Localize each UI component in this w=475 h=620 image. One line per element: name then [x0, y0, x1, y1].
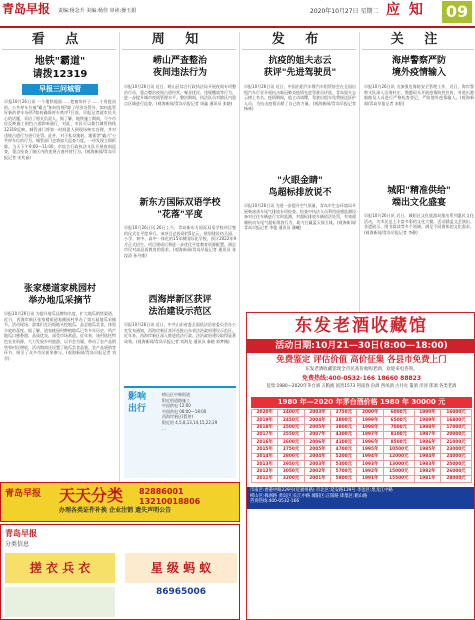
article-title: 城阳"精准供给" — [387, 186, 451, 196]
price-cell: 16000元 — [441, 410, 472, 417]
ad-block-placeholder — [5, 587, 115, 617]
ad-slogan: 免费鉴定 评估价值 高价征集 各县市免费上门 — [276, 355, 447, 365]
price-cell: 2006年 — [304, 439, 330, 446]
article-body: 早报10月26日讯 26日上午，青岛新东方国际双语学校项目签约仪式在平度举行。该项目总投资约5亿元，规划建设幼儿园、小学、初中、高中一体化的15年制国际化学校，预计2022年9月正式招生。项目建成后将进一步优化平度教育资源配置，满足市民对高品质教育的需求。(观海新闻/青岛早报记者 通讯员 张纹清 孙丹维) — [124, 225, 236, 258]
notice-title: 影响 — [128, 392, 147, 402]
price-cell: 21000元 — [441, 439, 472, 446]
price-cell: 1988年 — [414, 424, 440, 431]
price-cell: 1996年 — [357, 439, 383, 446]
price-cell: 24000元 — [441, 453, 472, 460]
price-cell: 5700元 — [331, 468, 357, 475]
price-cell: 5200元 — [331, 453, 357, 460]
column-header-kandian: 看 点 — [2, 30, 116, 50]
classified-phone: 82886001 13210018806 — [139, 487, 201, 506]
price-cell: 4300元 — [331, 431, 357, 438]
notice-item: 崂山区中韩街道 — [162, 392, 190, 397]
price-cell: 2007年 — [304, 431, 330, 438]
price-cell: 2400元 — [278, 410, 304, 417]
price-cell: 2003年 — [304, 461, 330, 468]
ad-logo: 青岛早报 — [5, 489, 42, 499]
page-header — [0, 0, 475, 28]
price-row — [252, 475, 472, 482]
price-cell: 5800元 — [331, 475, 357, 482]
article-title: 境外疫情输入 — [391, 68, 446, 78]
price-row — [252, 453, 472, 460]
column-header-zhouzhi: 周 知 — [122, 30, 236, 50]
publish-date: 2020年10月27日 星期二 — [310, 8, 379, 15]
article-body: 早报10月26日讯 近日，中共山东省委全面依法治省委员会办公室发布通知，西海岸新区获评首批山东省法治政府建设示范区。近年来，西海岸新区深入推进依法行政，法治政府建设取得显著成效。(观海新闻/青岛早报记者 刘海龙 通讯员 秦晓 郭梦楠) — [124, 322, 236, 344]
ad-line: 东发老酒收藏馆现全市民高价收购老酒，欢迎来电咨询。 — [305, 367, 418, 372]
price-cell: 2004年 — [304, 453, 330, 460]
price-cell: 2950元 — [278, 461, 304, 468]
price-cell: 23000元 — [441, 446, 472, 453]
price-cell: 15500元 — [383, 475, 414, 482]
article-title: 西海岸新区获评 — [148, 295, 212, 305]
price-cell: 7000元 — [383, 424, 414, 431]
price-cell: 1997年 — [357, 431, 383, 438]
column-divider — [119, 32, 120, 494]
column-header-fabu: 发 布 — [242, 30, 356, 50]
price-cell: 1990年 — [414, 410, 440, 417]
price-cell: 8500元 — [383, 439, 414, 446]
price-cell: 2600元 — [278, 439, 304, 446]
price-cell: 2004年 — [304, 417, 330, 424]
article-subtitle: 早报三问城管 — [22, 84, 98, 95]
notice-item: 中国供电 08:00—18:00 — [162, 408, 207, 414]
article-title: 获评"先进驾驶员" — [263, 68, 337, 78]
ad-block-phone: 86965006 — [155, 587, 207, 597]
article-title: 夜间违法行为 — [152, 68, 207, 78]
price-cell: 2003年 — [304, 410, 330, 417]
article-title: 端出文化盛宴 — [391, 198, 446, 208]
article-title: "花落"平度 — [157, 210, 203, 220]
price-cell: 5300元 — [331, 461, 357, 468]
notice-item: 西海岸新区(暂停) — [162, 414, 194, 420]
ad-address-block — [247, 487, 474, 509]
price-cell: 2800元 — [278, 453, 304, 460]
article-title: 法治建设示范区 — [148, 307, 212, 317]
price-cell: 1995年 — [357, 446, 383, 453]
notice-item: 中国供电 12:00 — [162, 403, 191, 409]
price-row — [252, 417, 472, 424]
price-cell: 2450元 — [278, 417, 304, 424]
price-cell: 2001年 — [304, 475, 330, 482]
price-cell: 1981年 — [414, 475, 440, 482]
price-cell: 2019年 — [252, 417, 278, 424]
price-row — [252, 410, 472, 417]
ad-title: 东发老酒收藏馆 — [295, 316, 428, 336]
price-cell: 16800元 — [441, 417, 472, 424]
ad-address: 市南区:香港中路229号(近福州路) 市北区:延安路139号 李沧区:黑龙江中路 — [250, 488, 393, 493]
article-title: 张家楼道家桃园村 — [23, 284, 96, 294]
ad-phone: 咨询热线:400-0532-166 — [250, 499, 300, 504]
classified-area — [0, 524, 240, 620]
notice-list — [162, 392, 232, 431]
article-body: 早报10月26日讯 为进一步提升空气质量，青岛市生态环境局开展柴油货车尾气排放专项检查。检查中执法人员利用遥感监测设备对过往车辆进行实时监测，对超标排放车辆依法处罚，有效遏制机动车尾气超标排放行为，助力打赢蓝天保卫战。(观海新闻/青岛早报记者 李俊 通讯员 潘曦) — [244, 203, 356, 231]
price-cell: 2018年 — [252, 424, 278, 431]
article-title: 请拨12319 — [32, 69, 88, 80]
price-cell: 2750元 — [278, 446, 304, 453]
price-cell: 1998年 — [357, 424, 383, 431]
column-divider — [359, 32, 360, 312]
article-title: 举办地瓜采摘节 — [28, 296, 92, 306]
classified-sub: 办理各类证件补换 企业注销 遗失声明公告 — [59, 507, 172, 514]
article-title: 新东方国际双语学校 — [139, 198, 221, 208]
ad-time: 活动日期:10月21—30日(8:00—18:00) — [247, 339, 475, 353]
article-title: 鸟超标排放说不 — [268, 188, 332, 198]
price-cell: 3800元 — [331, 424, 357, 431]
price-row — [252, 461, 472, 468]
price-cell: 1994年 — [357, 453, 383, 460]
price-row — [252, 468, 472, 475]
ad-hotline: 免费热线:400-0532-166 18660 88823 — [301, 375, 422, 382]
price-cell: 2014年 — [252, 453, 278, 460]
ad-address: 崂山区:株洲路 黄岛区:长江中路 城阳区:正阳路 即墨区:鹤山路 — [250, 493, 368, 499]
price-cell: 1983年 — [414, 461, 440, 468]
price-table-header: 1980 年—2020 年茅台酒价格 1980 年 30000 元 — [251, 397, 472, 408]
price-cell: 4700元 — [331, 446, 357, 453]
price-table-wrap — [251, 409, 472, 483]
price-row — [252, 424, 472, 431]
price-cell: 2017年 — [252, 431, 278, 438]
price-row — [252, 431, 472, 438]
price-cell: 2016年 — [252, 439, 278, 446]
article-title: 抗疫的姐夫志云 — [268, 56, 332, 66]
notice-subtitle: 出行 — [128, 404, 147, 414]
notice-item: 附近的道路施工 — [162, 397, 190, 403]
price-cell: 1989年 — [414, 417, 440, 424]
price-cell: 1986年 — [414, 439, 440, 446]
price-cell: 2020年 — [252, 410, 278, 417]
price-cell: 10500元 — [383, 446, 414, 453]
page-number: 09 — [442, 1, 472, 23]
traffic-notice-box — [124, 386, 236, 478]
classified-logo: 青岛早报 — [5, 529, 37, 538]
ad-block: 搓 衣 兵 衣 — [5, 553, 115, 583]
notice-item: 附近的 4,5,8,13,14,15,22,29 — [162, 419, 218, 425]
article-title: 海岸警察严防 — [391, 56, 446, 66]
article-body: 早报10月26日讯 近日，城阳区文化旅游局推出系列惠民文化活动，为市民送上丰富多彩的文化大餐。活动涵盖文艺演出、非遗展示、图书阅读等多个领域，满足不同群体的文化需求。(观海新闻/青岛早报记者 李静) — [364, 213, 474, 235]
article-title: 崂山严查整治 — [152, 56, 207, 66]
article-body: 早报10月26日讯 为加强边海防安全管理工作，近日，海岸警察支队深入沿海村庄、渔港码头开展疫情防控宣传，对进出港船舶及人员进行严格检查登记，严防境外疫情输入。(观海新闻/青岛早报记者 宋阳) — [364, 84, 474, 106]
price-table — [251, 409, 472, 483]
price-cell: 1993年 — [357, 461, 383, 468]
price-row — [252, 446, 472, 453]
classified-title: 天天分类 — [59, 486, 124, 505]
price-cell: 3050元 — [278, 468, 304, 475]
classified-ad — [0, 482, 240, 522]
price-cell: 1985年 — [414, 446, 440, 453]
article-body: 早报10月26日讯 近日，崂山区综合行政执法局开展夜间专项整治行动，重点整治夜间占道经营、噪音扰民、违规撒放等行为，进一步提升城市夜间管理水平。整治期间，执法队员对辖区内重点区域进行巡查。(观海新闻/青岛早报记者 周鑫 通讯员 张晓) — [124, 84, 236, 106]
price-cell: 8100元 — [383, 431, 414, 438]
price-cell: 1984年 — [414, 453, 440, 460]
price-cell: 13000元 — [383, 461, 414, 468]
price-cell: 1982年 — [414, 468, 440, 475]
price-cell: 2005年 — [304, 424, 330, 431]
price-cell: 3800元 — [331, 417, 357, 424]
price-cell: 25000元 — [441, 461, 472, 468]
price-cell: 1992年 — [357, 468, 383, 475]
liquor-collection-ad — [246, 312, 475, 620]
price-cell: 2013年 — [252, 461, 278, 468]
notice-item: … — [162, 425, 166, 431]
section-title: 应 知 — [386, 2, 425, 18]
ad-buy-list: 征集:1980—2020年茅台酒 五粮液 国窖1573 剑南春 汾酒 西凤酒 古井贡 董酒 洋河 郎酒 各类老酒 — [266, 384, 457, 389]
column-header-guanzhu: 关 注 — [362, 30, 474, 50]
price-cell: 1987年 — [414, 431, 440, 438]
price-cell: 2550元 — [278, 431, 304, 438]
price-cell: 2012年 — [252, 468, 278, 475]
article-title: "火眼金睛" — [277, 176, 323, 186]
article-body: 早报10月26日讯 为提升地瓜品牌知名度，扩大地瓜销售渠道，近日，西海岸新区张家楼街道家桃园村举办了第五届地瓜采摘节。活动现场，游客们在田间地头挖地瓜、品尝地瓜美食，体验丰收的喜悦。据了解，道家桃园村种植地瓜已有多年历史，所产地瓜口感香甜、品质优良，深受市场欢迎。近年来，该村依托特色农业资源，大力发展乡村旅游，以节会为媒，带动了农产品销售和村民增收。活动期间还设置了地瓜美食品鉴、农产品展销等环节，吸引了众多市民前来参与。(观海新闻/青岛早报记者 刘学) — [4, 311, 116, 361]
price-cell: 6500元 — [383, 417, 414, 424]
price-cell: 15000元 — [383, 468, 414, 475]
price-cell: 20000元 — [441, 431, 472, 438]
ad-block: 星 级 蚂 蚁 — [125, 553, 237, 583]
price-cell: 2015年 — [252, 446, 278, 453]
price-cell: 1999年 — [357, 417, 383, 424]
price-cell: 3200元 — [278, 475, 304, 482]
price-cell: 2500元 — [278, 424, 304, 431]
price-cell: 2002年 — [304, 468, 330, 475]
article-body: 早报10月26日讯 一个地铁地面……把窗帘杆子……个贵疫苗的，公共停车位被"霸占"如何处理?除了经济处罚外，如何监管好新的停车场所?如何确保停车秩序?日前，早报记者就市民关心的话题，采访了相关负责人。据了解，地铁施工期间，不少市民反映施工围挡占道影响通行，对此，市民可以拨打城管热线12319反映。城管部门将第一时间派人到现场核实处理，并对违规占道行为进行处罚。此外，对于私设地桩、地锁等"霸占"公共停车位的行为，城管部门也将加大巡查力度，一经发现立即拆除。当天下午9:00—11:00，市综合行政执法支队开展夜间巡查，重点检查了辖区内的违规占道经营行为。(观海新闻/青岛早报记者 宋兆禄) — [4, 99, 116, 160]
price-cell: 2000年 — [357, 410, 383, 417]
price-cell: 17000元 — [441, 424, 472, 431]
price-cell: 2005年 — [304, 446, 330, 453]
price-cell: 28000元 — [441, 475, 472, 482]
price-cell: 2011年 — [252, 475, 278, 482]
article-title: 地铁"霸道" — [34, 56, 86, 67]
price-cell: 26000元 — [441, 468, 472, 475]
newspaper-logo: 青岛早报 — [2, 2, 51, 16]
price-cell: 6000元 — [383, 410, 414, 417]
price-cell: 3750元 — [331, 410, 357, 417]
editors-line: 责编:杨念升 美编:杨佳 审读:操玉娟 — [58, 8, 137, 14]
classified-label: 分类信息 — [5, 541, 30, 548]
price-cell: 1991年 — [357, 475, 383, 482]
price-cell: 12000元 — [383, 453, 414, 460]
price-cell: 4100元 — [331, 439, 357, 446]
article-body: 早报10月26日讯 近日，中国出租汽车暨汽车租赁协会在全国出租汽车行业开展抗击新冠肺炎疫情先进驾驶员评选，青岛姐夫志云榜上有名。疫情期间，他主动请缨，驾驶出租车免费接送医护人员，为抗击疫情贡献了自己的力量。(观海新闻/青岛早报记者 杨林) — [244, 84, 356, 112]
price-row — [252, 439, 472, 446]
